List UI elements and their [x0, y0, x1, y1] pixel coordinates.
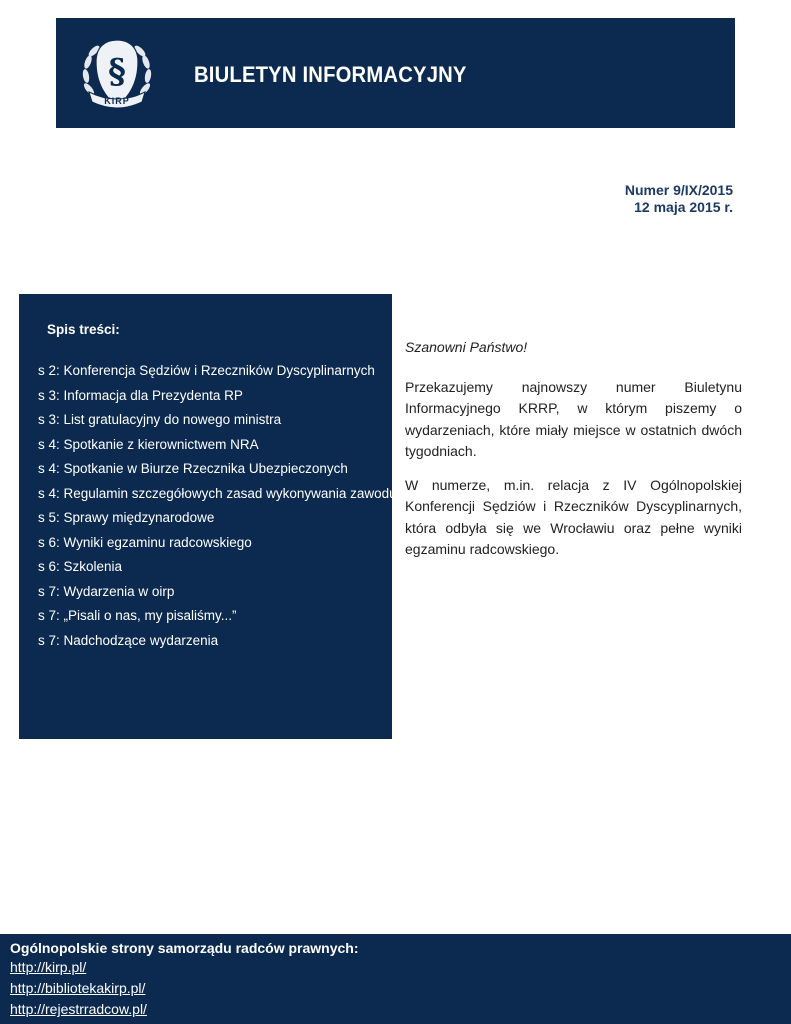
- toc-title: Spis treści:: [47, 322, 120, 337]
- toc-list: [38, 362, 397, 656]
- toc-item: s 5: Sprawy międzynarodowe: [38, 510, 215, 525]
- issue-number: Numer 9/IX/2015: [624, 182, 733, 198]
- svg-text:KIRP: KIRP: [104, 96, 130, 106]
- footer: [0, 934, 791, 1024]
- intro-text: [405, 337, 742, 573]
- toc-item: s 7: „Pisali o nas, my pisaliśmy...”: [38, 608, 237, 623]
- link-rejestr[interactable]: http://rejestrradcow.pl/: [10, 1001, 147, 1017]
- footer-title: Ogólnopolskie strony samorządu radców prawnych:: [10, 940, 359, 956]
- kirp-logo: [76, 32, 158, 114]
- issue-date: 12 maja 2015 r.: [634, 199, 733, 215]
- table-of-contents: [19, 294, 397, 739]
- toc-item: s 4: Spotkanie z kierownictwem NRA: [38, 436, 259, 452]
- intro-paragraph: W numerze, m.in. relacja z IV Ogólnopolskiej Konferencji Sędziów i Rzeczników Dyscyplinarnych, która odbyła się we Wrocławiu oraz pełne wyniki egzaminu radcowskiego.: [405, 476, 742, 557]
- issue-info: [625, 182, 733, 216]
- header-banner: [56, 18, 735, 128]
- toc-item: s 7: Wydarzenia w oirp: [38, 583, 175, 599]
- link-kirp[interactable]: http://kirp.pl/: [10, 959, 87, 975]
- toc-item: s 4: Spotkanie w Biurze Rzecznika Ubezpieczonych: [38, 461, 348, 476]
- toc-item: s 6: Wyniki egzaminu radcowskiego: [38, 534, 252, 550]
- toc-item: s 2: Konferencja Sędziów i Rzeczników Dyscyplinarnych: [38, 363, 375, 378]
- svg-text:§: §: [108, 52, 126, 92]
- toc-item: s 3: List gratulacyjny do nowego ministra: [38, 412, 282, 427]
- link-biblioteka[interactable]: http://bibliotekakirp.pl/: [10, 980, 146, 996]
- toc-item: s 3: Informacja dla Prezydenta RP: [38, 387, 243, 403]
- footer-links: [10, 957, 147, 1020]
- newsletter-title: BIULETYN INFORMACYJNY: [194, 62, 467, 87]
- toc-item: s 7: Nadchodzące wydarzenia: [38, 632, 219, 648]
- toc-item: s 4: Regulamin szczegółowych zasad wykonywania zawodu: [38, 485, 397, 501]
- greeting: Szanowni Państwo!: [405, 339, 528, 355]
- toc-item: s 6: Szkolenia: [38, 559, 123, 574]
- intro-paragraph: Przekazujemy najnowszy numer Biuletynu Informacyjnego KRRP, w którym piszemy o wydarzeniach, które miały miejsce w ostatnich dwóch tygodniach.: [405, 378, 742, 459]
